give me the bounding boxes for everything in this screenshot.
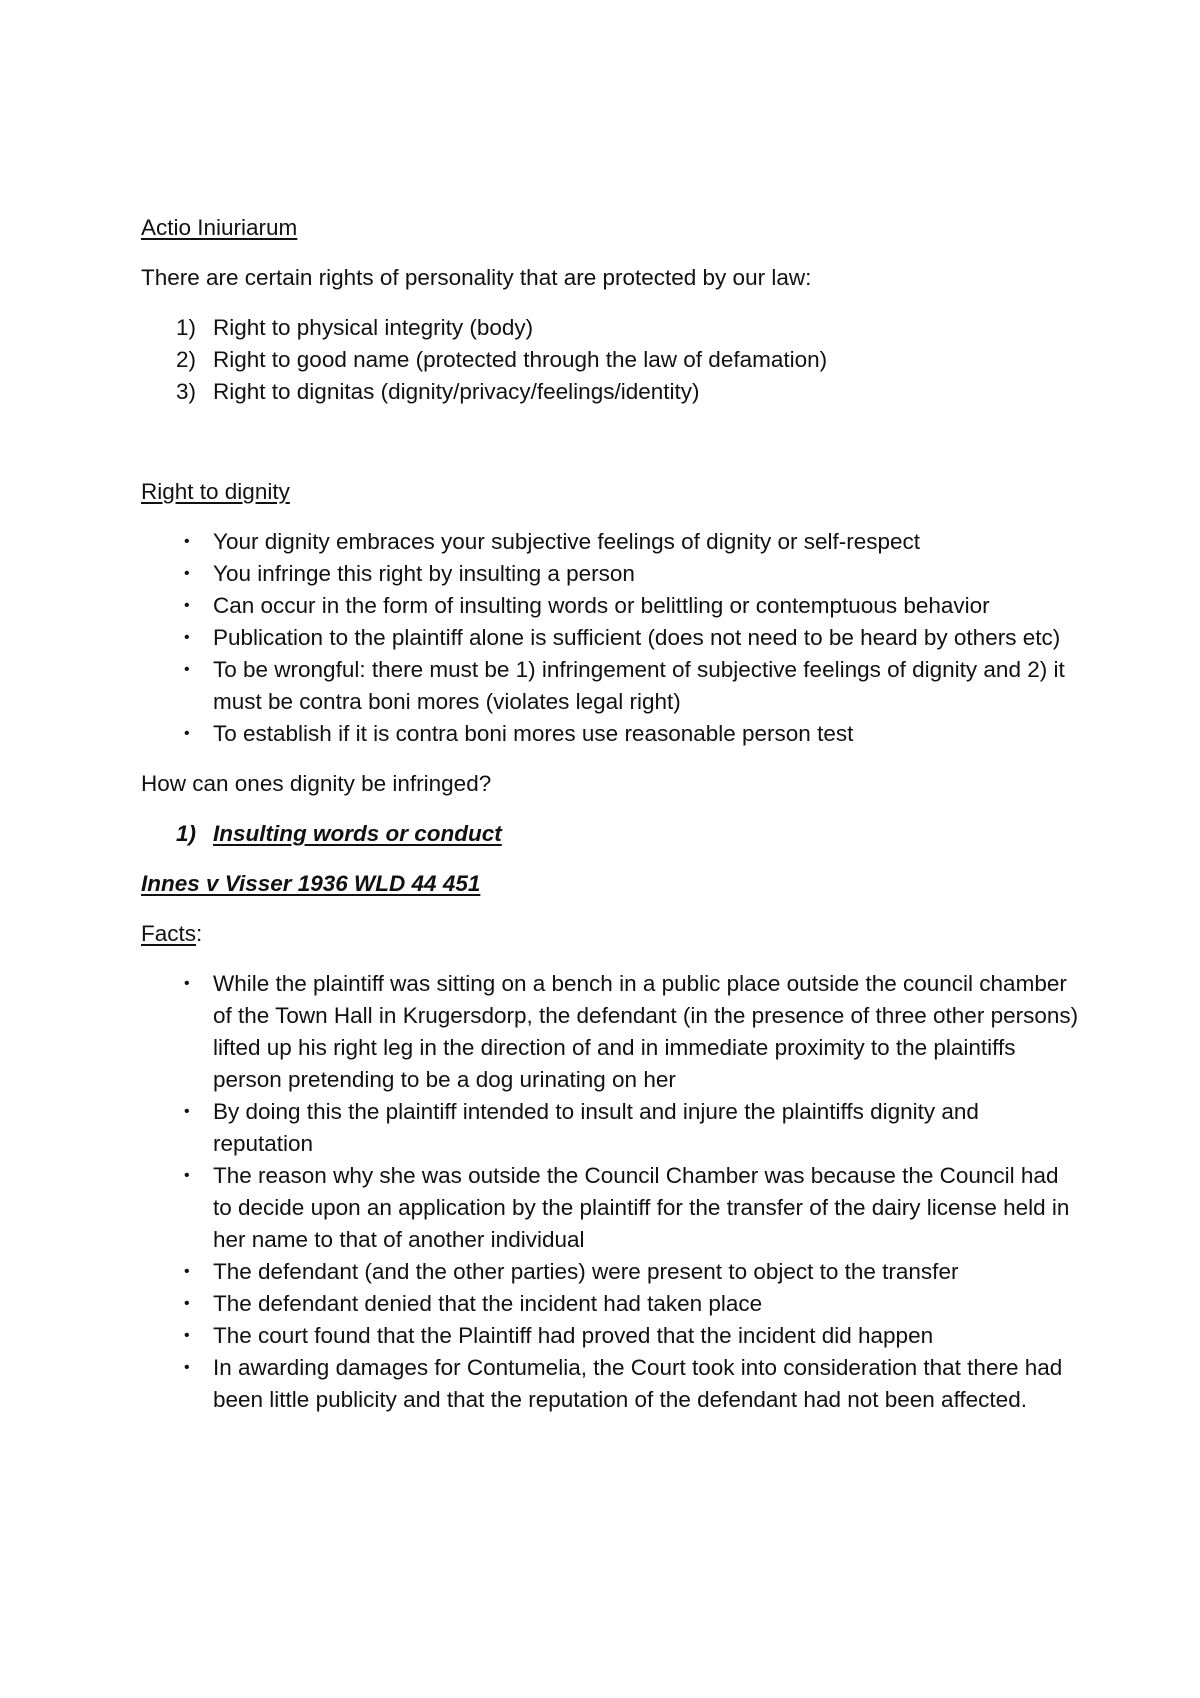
list-item-text: Right to dignitas (dignity/privacy/feelings/identity)	[213, 379, 700, 404]
section-heading-dignity: Right to dignity	[141, 479, 290, 504]
list-marker: 2)	[176, 347, 197, 372]
bullet-icon: •	[184, 629, 190, 646]
list-item	[141, 654, 1081, 718]
list-item	[141, 312, 1081, 344]
bullet-icon: •	[184, 1359, 190, 1376]
bullet-icon: •	[184, 1167, 190, 1184]
list-item	[141, 1256, 1081, 1288]
list-item-text: To establish if it is contra boni mores use reasonable person test	[213, 721, 854, 746]
bullet-icon: •	[184, 597, 190, 614]
list-item-text: You infringe this right by insulting a person	[213, 561, 635, 586]
list-item-text: The defendant (and the other parties) were present to object to the transfer	[213, 1259, 959, 1284]
list-item-text: Publication to the plaintiff alone is sufficient (does not need to be heard by others etc)	[213, 625, 1061, 650]
sub-heading-text: Insulting words or conduct	[213, 821, 502, 846]
list-item	[141, 1288, 1081, 1320]
facts-bullet-list	[141, 968, 1081, 1416]
document-page	[141, 212, 1081, 1416]
list-item	[141, 968, 1081, 1096]
list-item	[141, 718, 1081, 750]
list-item	[141, 558, 1081, 590]
bullet-icon: •	[184, 975, 190, 992]
facts-colon: :	[196, 921, 203, 946]
question-paragraph: How can ones dignity be infringed?	[141, 771, 492, 796]
list-marker: 1)	[176, 315, 197, 340]
list-marker: 1)	[176, 821, 197, 846]
list-item	[141, 590, 1081, 622]
bullet-icon: •	[184, 533, 190, 550]
list-item	[141, 376, 1081, 408]
list-item	[141, 526, 1081, 558]
intro-paragraph: There are certain rights of personality that are protected by our law:	[141, 265, 812, 290]
sub-heading-insulting	[141, 818, 1081, 850]
list-item-text: The court found that the Plaintiff had proved that the incident did happen	[213, 1323, 934, 1348]
bullet-icon: •	[184, 1263, 190, 1280]
case-title	[141, 868, 1081, 900]
facts-label	[141, 918, 1081, 950]
list-item-text: By doing this the plaintiff intended to insult and injure the plaintiffs dignity and reputation	[213, 1099, 979, 1156]
list-item-text: In awarding damages for Contumelia, the Court took into consideration that there had been little publicity and that the reputation of the defendant had not been affected.	[213, 1355, 1063, 1412]
bullet-icon: •	[184, 661, 190, 678]
list-item-text: Your dignity embraces your subjective feelings of dignity or self-respect	[213, 529, 921, 554]
list-item-text: While the plaintiff was sitting on a bench in a public place outside the council chamber of the Town Hall in Krugersdorp, the defendant (in the presence of three other persons) lifted up his right leg in the direction of and in immediate proximity to the plaintiffs person pretending to be a dog urinating on her	[213, 971, 1079, 1092]
page-title: Actio Iniuriarum	[141, 215, 298, 240]
bullet-icon: •	[184, 1295, 190, 1312]
dignity-bullet-list	[141, 526, 1081, 750]
list-marker: 3)	[176, 379, 197, 404]
list-item	[141, 1320, 1081, 1352]
list-item-text: The defendant denied that the incident had taken place	[213, 1291, 763, 1316]
list-item-text: The reason why she was outside the Council Chamber was because the Council had to decide upon an application by the plaintiff for the transfer of the dairy license held in her name to that of another individual	[213, 1163, 1070, 1252]
bullet-icon: •	[184, 725, 190, 742]
list-item-text: Right to good name (protected through the law of defamation)	[213, 347, 828, 372]
list-item-text: Right to physical integrity (body)	[213, 315, 534, 340]
rights-list	[141, 312, 1081, 408]
list-item	[141, 1352, 1081, 1416]
case-title-text: Innes v Visser 1936 WLD 44 451	[141, 871, 481, 896]
list-item	[141, 1096, 1081, 1160]
bullet-icon: •	[184, 565, 190, 582]
bullet-icon: •	[184, 1327, 190, 1344]
list-item	[141, 1160, 1081, 1256]
facts-label-text: Facts	[141, 921, 197, 946]
list-item-text: Can occur in the form of insulting words or belittling or contemptuous behavior	[213, 593, 990, 618]
bullet-icon: •	[184, 1103, 190, 1120]
list-item	[141, 344, 1081, 376]
list-item	[141, 622, 1081, 654]
list-item-text: To be wrongful: there must be 1) infringement of subjective feelings of dignity and 2) it must be contra boni mores (violates legal right)	[213, 657, 1065, 714]
